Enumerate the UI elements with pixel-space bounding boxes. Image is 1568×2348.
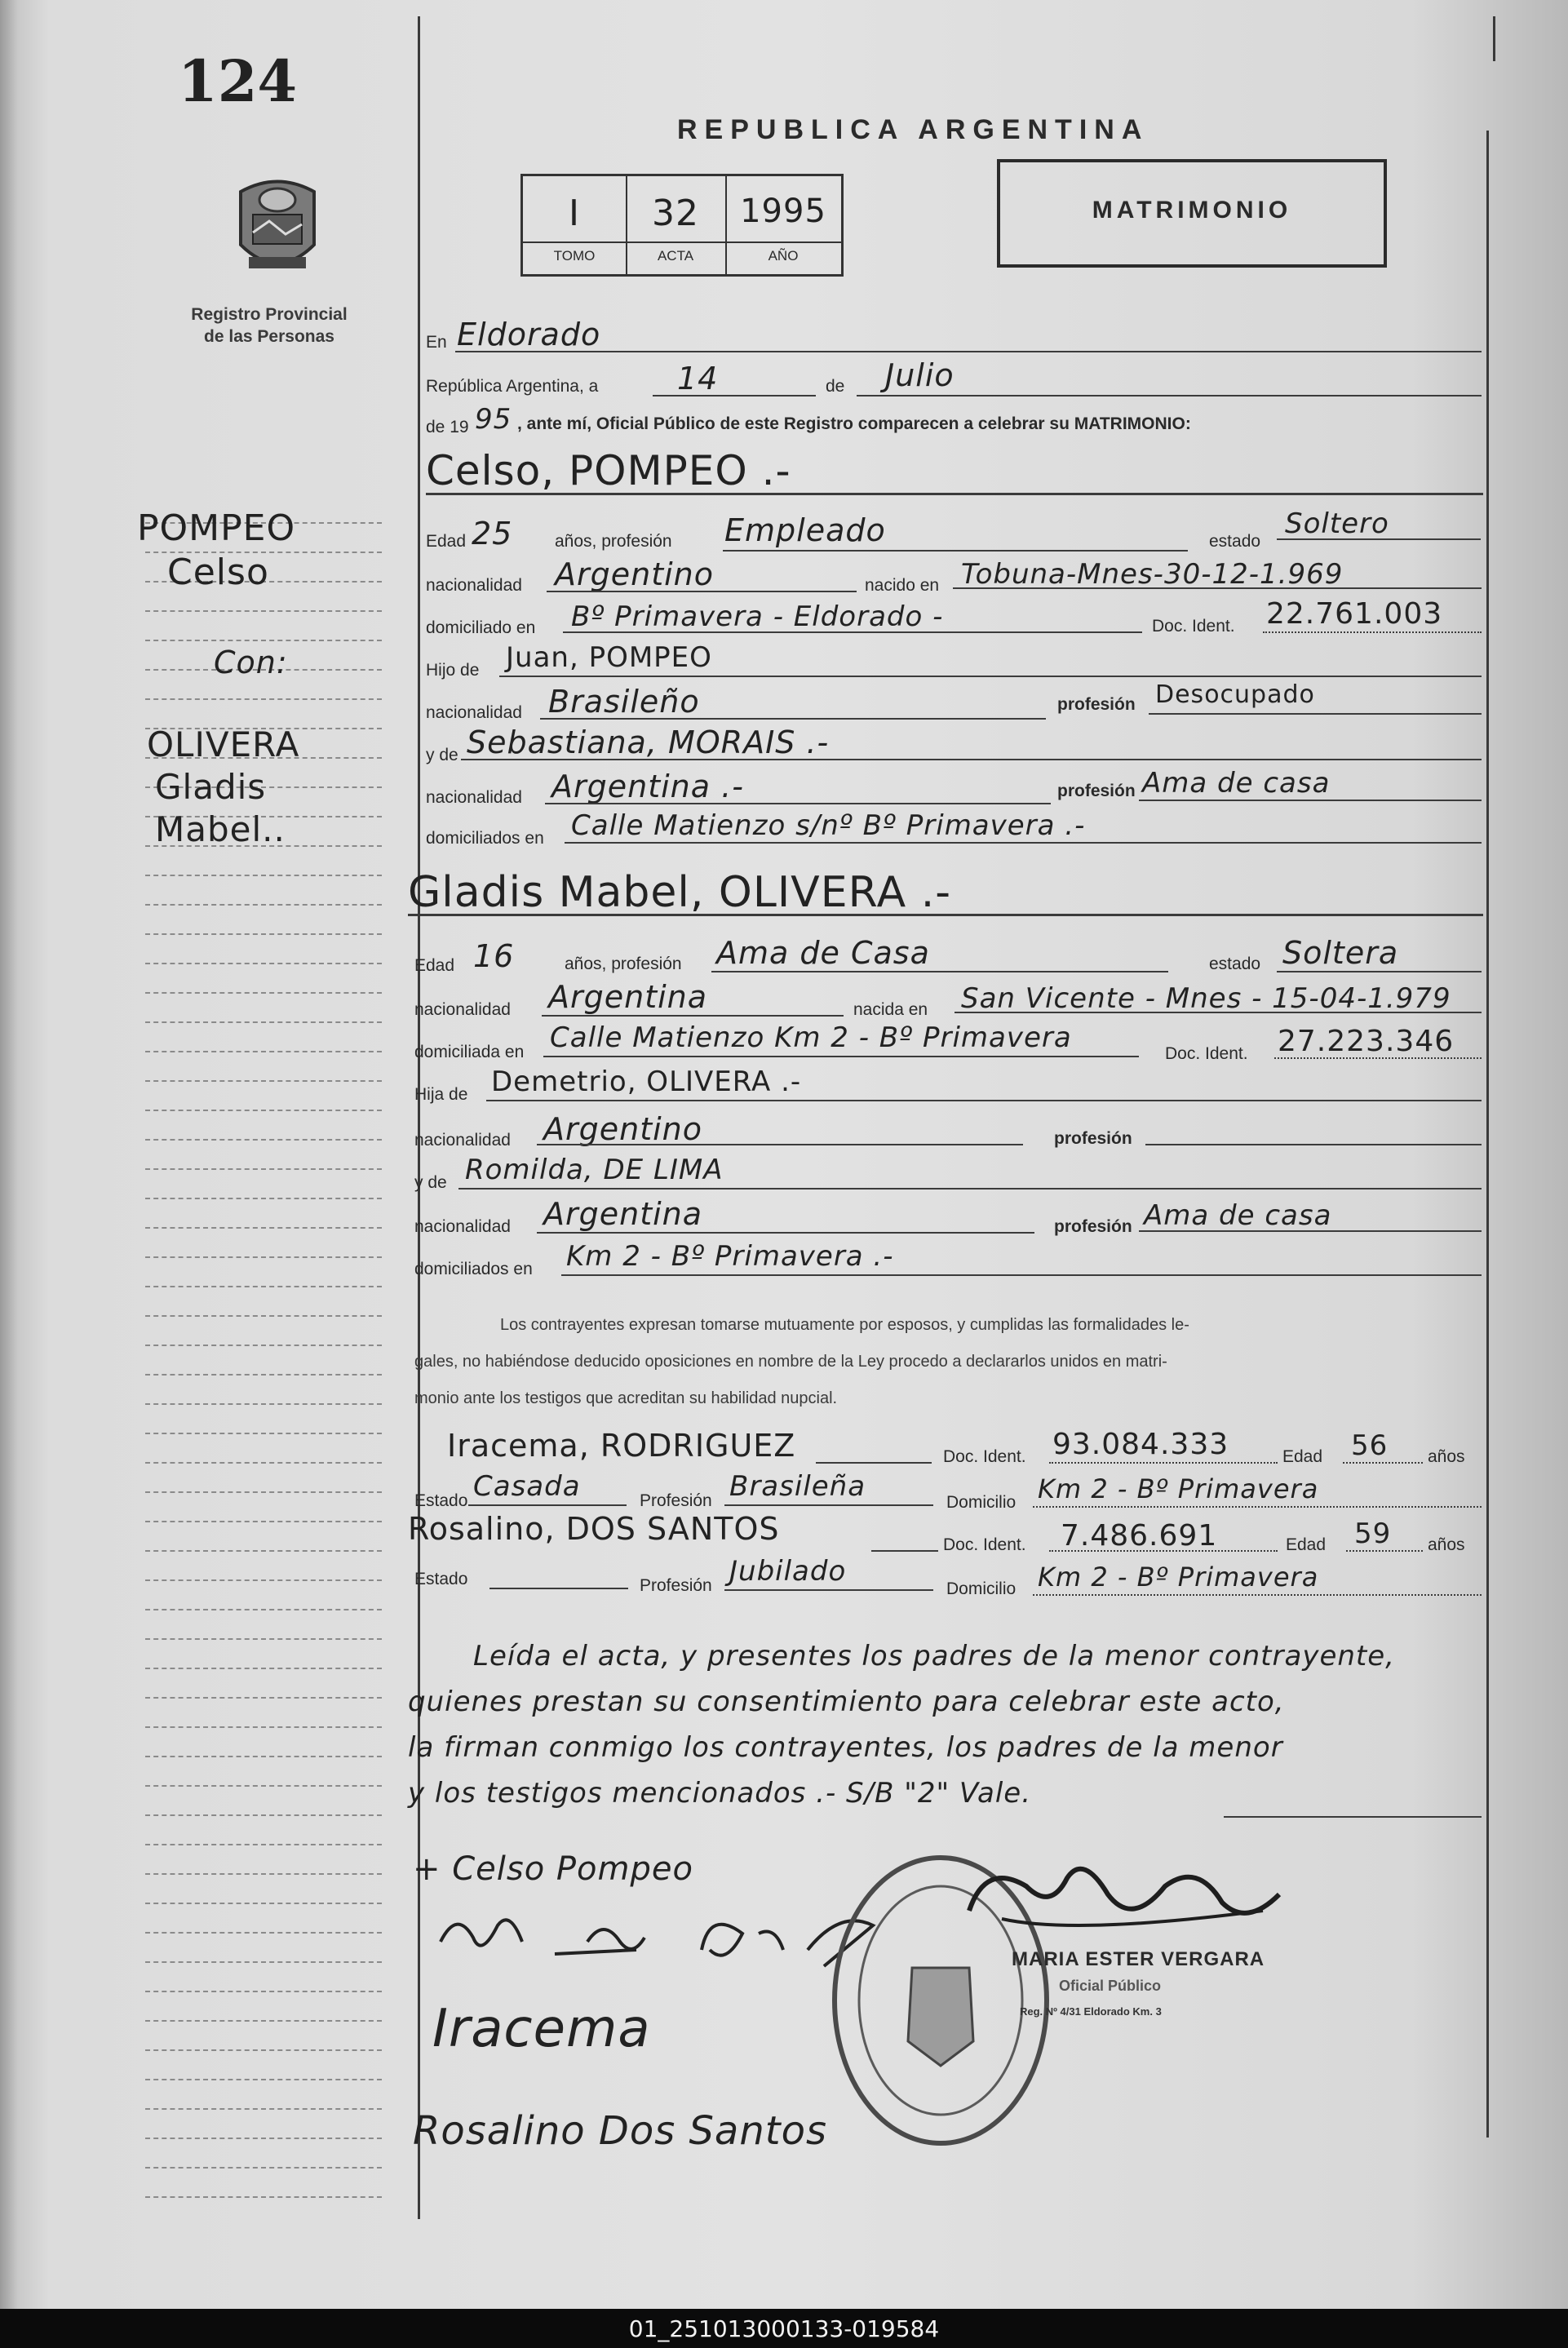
witness-2-estado-label: Estado — [414, 1570, 468, 1588]
witness-2-doc-label: Doc. Ident. — [943, 1535, 1026, 1554]
footer-filename: 01_251013000133-019584 — [628, 2315, 940, 2342]
ledger-line — [145, 904, 382, 906]
margin-divider — [418, 16, 420, 2219]
bride-nacionalidad: Argentina — [548, 979, 708, 1015]
act-type: MATRIMONIO — [1092, 197, 1292, 224]
groom-madre-nac-label: nacionalidad — [426, 788, 522, 807]
groom-dom-label: domiciliado en — [426, 618, 536, 637]
ledger-line — [145, 1961, 382, 1963]
ledger-line — [145, 1168, 382, 1170]
ledger-line — [145, 1668, 382, 1669]
anio-value: 1995 — [740, 193, 826, 230]
notes-line-2: quienes prestan su consentimiento para celebrar este acto, — [408, 1686, 1285, 1718]
ledger-line — [145, 1932, 382, 1934]
official-title: Oficial Público — [1059, 1978, 1162, 1994]
witness-1-edad-label: Edad — [1282, 1447, 1323, 1466]
groom-padre-prof: Desocupado — [1155, 680, 1315, 709]
province-seal-icon — [224, 167, 330, 290]
witness-2-edad-label: Edad — [1286, 1535, 1327, 1554]
witness-1-doc: 93.084.333 — [1052, 1428, 1229, 1461]
bride-nacida-label: nacida en — [853, 1000, 928, 1019]
groom-padre-nac-label: nacionalidad — [426, 703, 522, 722]
groom-anos-prof-label: años, profesión — [555, 532, 672, 551]
tomo-value: I — [569, 193, 580, 234]
declaration-line-1: Los contrayentes expresan tomarse mutuamente por esposos, y cumplidas las formalidades le- — [500, 1316, 1189, 1334]
groom-estado: Soltero — [1285, 507, 1389, 540]
ledger-line — [145, 698, 382, 700]
ledger-line — [145, 2167, 382, 2169]
groom-madre-prof-label: profesión — [1057, 782, 1136, 800]
ledger-line — [145, 2020, 382, 2022]
declaration-line-3: monio ante los testigos que acreditan su habilidad nupcial. — [414, 1389, 838, 1407]
acta-label: ACTA — [657, 248, 694, 264]
groom-doc-label: Doc. Ident. — [1152, 617, 1235, 636]
en-label: En — [426, 333, 447, 352]
registry-line-2: de las Personas — [204, 327, 334, 346]
ledger-line — [145, 1315, 382, 1317]
bride-nacida: San Vicente - Mnes - 15-04-1.979 — [961, 982, 1451, 1015]
groom-madre: Sebastiana, MORAIS .- — [467, 724, 830, 760]
groom-nacido-label: nacido en — [865, 576, 940, 595]
ledger-line — [145, 1021, 382, 1023]
ledger-line — [145, 640, 382, 641]
ledger-line — [145, 1403, 382, 1405]
bride-anos-prof-label: años, profesión — [565, 955, 682, 973]
republica-label: República Argentina, a — [426, 377, 599, 396]
groom-madre-prof: Ama de casa — [1142, 767, 1331, 800]
ledger-line — [145, 2108, 382, 2110]
bride-madre-nac-label: nacionalidad — [414, 1217, 511, 1236]
witness-2-domicilio: Km 2 - Bº Primavera — [1038, 1562, 1319, 1593]
ledger-line — [145, 1051, 382, 1052]
signature-bride — [432, 1893, 889, 1983]
ledger-line — [145, 1374, 382, 1376]
groom-doms-label: domiciliados en — [426, 829, 544, 848]
bride-padre: Demetrio, OLIVERA .- — [491, 1065, 802, 1098]
ledger-line — [145, 1697, 382, 1699]
ledger-line — [145, 1756, 382, 1757]
ledger-line — [145, 992, 382, 994]
margin-name-bride-2: Mabel.. — [155, 809, 286, 849]
bride-padre-nac: Argentino — [543, 1111, 702, 1147]
witness-2-profesion: Jubilado — [729, 1555, 847, 1588]
bride-doms-label: domiciliados en — [414, 1260, 533, 1278]
ledger-line — [145, 1579, 382, 1581]
ledger-line — [145, 1491, 382, 1493]
witness-1-name: Iracema, RODRIGUEZ — [447, 1428, 796, 1464]
groom-madre-nac: Argentina .- — [551, 769, 744, 804]
groom-edad-label: Edad — [426, 532, 467, 551]
bride-edad-label: Edad — [414, 956, 455, 975]
bride-padres-dom: Km 2 - Bº Primavera .- — [566, 1240, 894, 1273]
groom-doc: 22.761.003 — [1266, 597, 1443, 631]
ledger-line — [145, 610, 382, 612]
comparecen-text: , ante mí, Oficial Público de este Registro comparecen a celebrar su MATRIMONIO: — [517, 414, 1191, 433]
declaration-line-2: gales, no habiéndose deducido oposiciones en nombre de la Ley procedo a declararlos unidos en matri- — [414, 1353, 1167, 1371]
groom-padres-dom: Calle Matienzo s/nº Bº Primavera .- — [571, 809, 1086, 842]
bride-yde-label: y de — [414, 1173, 447, 1192]
signature-witness-2: Rosalino Dos Santos — [413, 2108, 827, 2154]
right-border — [1486, 131, 1489, 2138]
ledger-line — [145, 1256, 382, 1258]
bride-name: Gladis Mabel, OLIVERA .- — [408, 868, 952, 917]
groom-padre-prof-label: profesión — [1057, 695, 1136, 714]
witness-2-anos-label: años — [1428, 1535, 1465, 1554]
notes-line-4: y los testigos mencionados .- S/B "2" Vale. — [408, 1777, 1032, 1810]
official-name: MARIA ESTER VERGARA — [1012, 1948, 1265, 1970]
ledger-line — [145, 1462, 382, 1464]
place-value: Eldorado — [457, 317, 601, 352]
margin-name-groom: Celso — [167, 552, 269, 593]
registry-line-1: Registro Provincial — [191, 305, 348, 324]
signature-witness-1: Iracema — [432, 1999, 651, 2059]
ledger-line — [145, 963, 382, 964]
witness-2-doc: 7.486.691 — [1061, 1519, 1218, 1553]
declaration-text — [414, 1307, 1475, 1417]
groom-nac-label: nacionalidad — [426, 576, 522, 595]
groom-name: Celso, POMPEO .- — [426, 447, 791, 494]
witness-1-estado-label: Estado — [414, 1491, 468, 1510]
ledger-line — [145, 1991, 382, 1992]
witness-2-edad: 59 — [1354, 1517, 1392, 1550]
ledger-line — [145, 1227, 382, 1229]
ledger-line — [145, 1726, 382, 1728]
official-sub: Reg. Nº 4/31 Eldorado Km. 3 — [1020, 2005, 1162, 2018]
bride-dom-label: domiciliada en — [414, 1043, 525, 1061]
ledger-line — [145, 1433, 382, 1434]
ledger-line — [145, 1286, 382, 1287]
groom-domicilio: Bº Primavera - Eldorado - — [571, 600, 944, 633]
ledger-line — [145, 1345, 382, 1346]
witness-1-edad: 56 — [1351, 1429, 1389, 1462]
ledger-line — [145, 2138, 382, 2139]
ledger-line — [145, 1785, 382, 1787]
bride-madre: Romilda, DE LIMA — [465, 1154, 724, 1186]
bride-profesion: Ama de Casa — [716, 935, 930, 971]
witness-1-profesion: Brasileña — [729, 1470, 866, 1503]
bride-padre-nac-label: nacionalidad — [414, 1131, 511, 1150]
groom-yde-label: y de — [426, 746, 458, 764]
ledger-line — [145, 2196, 382, 2198]
margin-surname-bride: OLIVERA — [147, 724, 300, 764]
year-prefix: de 19 — [426, 418, 469, 436]
anio-label: AÑO — [768, 248, 799, 264]
acta-value: 32 — [652, 193, 699, 234]
bride-madre-prof: Ama de casa — [1144, 1199, 1332, 1232]
de-label: de — [826, 377, 845, 396]
ledger-line — [145, 1814, 382, 1816]
ledger-line — [145, 2049, 382, 2051]
bride-madre-prof-label: profesión — [1054, 1217, 1132, 1236]
act-type-box — [997, 159, 1387, 268]
margin-name-bride: Gladis — [155, 767, 267, 807]
day-value: 14 — [677, 361, 719, 397]
bride-madre-nac: Argentina — [543, 1196, 703, 1232]
groom-edad: 25 — [472, 516, 513, 552]
footer-bar — [0, 2309, 1568, 2348]
notes-line-1: Leída el acta, y presentes los padres de la menor contrayente, — [473, 1640, 1395, 1672]
witness-1-doc-label: Doc. Ident. — [943, 1447, 1026, 1466]
groom-nacionalidad: Argentino — [555, 556, 714, 592]
bride-domicilio: Calle Matienzo Km 2 - Bº Primavera — [550, 1021, 1072, 1054]
witness-2-name: Rosalino, DOS SANTOS — [408, 1511, 780, 1547]
ledger-line — [145, 1638, 382, 1640]
registry-label — [139, 303, 400, 348]
bride-edad: 16 — [473, 938, 515, 974]
ledger-line — [145, 1080, 382, 1082]
groom-padre: Juan, POMPEO — [506, 641, 712, 674]
month-value: Julio — [885, 357, 955, 393]
right-border-top-mark — [1493, 16, 1495, 61]
page-number: 124 — [178, 47, 298, 115]
bride-doc-label: Doc. Ident. — [1165, 1044, 1248, 1063]
ledger-line — [145, 1873, 382, 1875]
ledger-line — [145, 1139, 382, 1141]
ledger-line — [145, 1550, 382, 1552]
official-signature — [953, 1845, 1296, 1960]
groom-padre-nac: Brasileño — [548, 684, 700, 720]
witness-1-prof-label: Profesión — [640, 1491, 712, 1510]
witness-1-domicilio-label: Domicilio — [946, 1493, 1017, 1512]
ledger-line — [145, 1198, 382, 1199]
ledger-line — [145, 875, 382, 876]
bride-nac-label: nacionalidad — [414, 1000, 511, 1019]
year-suffix: 95 — [475, 403, 512, 436]
bride-padre-prof-label: profesión — [1054, 1129, 1132, 1148]
groom-nacido: Tobuna-Mnes-30-12-1.969 — [961, 558, 1344, 591]
signature-groom: + Celso Pompeo — [413, 1850, 693, 1888]
witness-2-prof-label: Profesión — [640, 1576, 712, 1595]
ledger-line — [145, 1609, 382, 1610]
groom-profesion: Empleado — [724, 512, 886, 548]
bride-estado: Soltera — [1282, 935, 1399, 971]
ledger-line — [145, 1844, 382, 1845]
notes — [408, 1633, 1485, 1816]
witness-1-estado: Casada — [473, 1470, 581, 1503]
ledger-line — [145, 1521, 382, 1522]
bride-hija-label: Hija de — [414, 1085, 468, 1104]
witness-1-domicilio: Km 2 - Bº Primavera — [1038, 1473, 1319, 1504]
margin-surname-groom: POMPEO — [137, 507, 296, 549]
witness-1-anos-label: años — [1428, 1447, 1465, 1466]
bride-estado-label: estado — [1209, 955, 1261, 973]
tomo-label: TOMO — [553, 248, 596, 264]
country-heading: REPUBLICA ARGENTINA — [677, 114, 1149, 145]
groom-hijo-label: Hijo de — [426, 661, 480, 680]
margin-con: Con: — [214, 645, 288, 680]
witness-2-domicilio-label: Domicilio — [946, 1579, 1017, 1598]
groom-estado-label: estado — [1209, 532, 1261, 551]
ledger-line — [145, 1110, 382, 1111]
ledger-line — [145, 2079, 382, 2080]
ledger-line — [145, 933, 382, 935]
bride-doc: 27.223.346 — [1278, 1025, 1455, 1058]
notes-line-3: la firman conmigo los contrayentes, los padres de la menor — [408, 1731, 1283, 1764]
tomo-acta-anio-box — [520, 174, 844, 277]
ledger-line — [145, 1903, 382, 1904]
